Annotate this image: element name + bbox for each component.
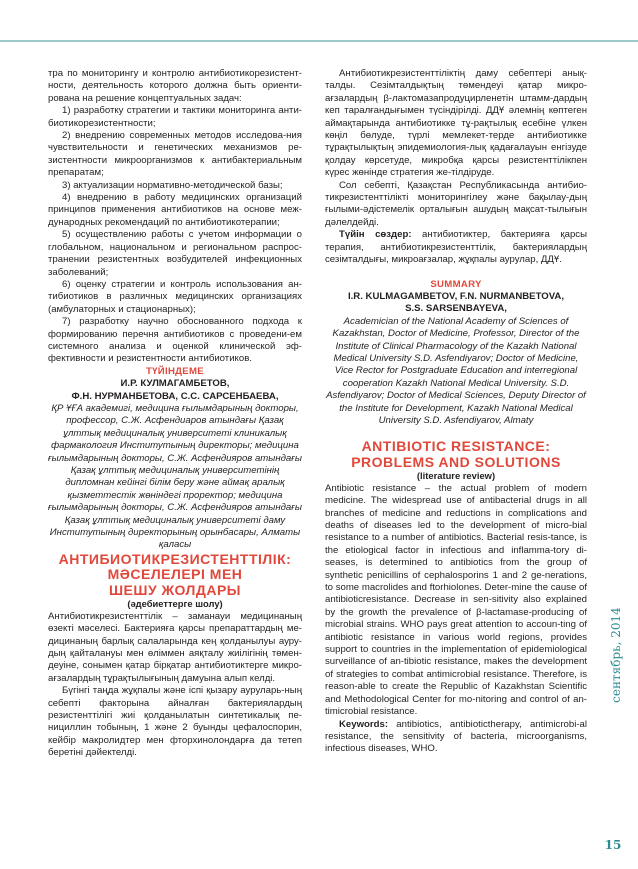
intro-paragraph: тра по мониторингу и контролю антибиотикорезистент-ности, деятельность которого должна быть ориенти-рована на решение концептуальных задач: [48,68,302,104]
task-item: 1) разработку стратегии и тактики мониторинга анти-биотикорезистентности; [48,105,302,129]
kz-title [48,552,302,599]
kz-title-line-1: АНТИБИОТИКРЕЗИСТЕНТТІЛІК: [58,550,292,567]
kz-authors-line-2: Ф.Н. НУРМАНБЕТОВА, С.С. САРСЕНБАЕВА, [71,390,279,402]
kz-authors-line-1: И.Р. КУЛМАГАМБЕТОВ, [120,378,230,390]
task-item: 4) внедрению в работу медицинских организаций принципов применения антибиотиков на основе меж-дународных рекомендаций по антибиотикотерапии; [48,192,302,228]
en-keywords-text: antibiotics, antibiotictherapy, antimicrobi-al resistance, the sensitivity of bacteria, microorganisms, infectious diseases, WHO. [325,718,587,755]
en-authors-line-1: I.R. KULMAGAMBETOV, F.N. NURMANBETOVA, [347,290,565,302]
en-title [325,439,587,470]
kz-body-paragraph: Антибиотикрезистенттіліктің даму себептері анық-талды. Сезімталдықтың төмендеуі қатар микро-ағзалардың β-лактомазапродуцирленетін штамм-дардың кеп таралғандығымен түсіндірілді. ДДҰ әлемнің көптеген аймақтарында антибиотикке тұ-рақтылық есебіне үлкен көңіл бөлуде, түрлі мемлекет-терде антибиотикке тұрақтылықтың эпидемиология-лық қадағалауын енгізуде қолдау көрсетуде, микробқа қарсы резистенттілікпен күрес жөнінде стратегия же-тілдіруде. [325,68,587,179]
header-rule [0,40,638,42]
kz-body-paragraph: Сол себепті, Қазақстан Республикасында антибио-тикрезистенттілікті мониторингілеу және бақылау-дың ғылыми-әдістемелік орталығын ашудың мақсат-тылығын дәлелдейді. [325,179,587,228]
issue-date: сентябрь, 2014 [609,607,623,703]
en-body-paragraph: Antibiotic resistance – the actual problem of modern medicine. The widespread use of antibacterial drugs in all branches of medicine and reductions in complications and deaths of diseases led to the development of micro-bial resistance to a number of antibiotics. Bacterial resis-tance, is the etiological factor in infectious and inflamma-tory di-seases, is determined to antibiotics from the group of synthetic penicillins of cephalosporins 1 and 2 ge-nerations, to some macrolides and ftorhiolones. Deter-mine the cause of antibioticresistance. Decrease in sen-sitivity also explained by the growth the prevalence of β-lactamase-producing of microbial strains. WHO pays great attention to accoun-ting of antibiotic resistance in various world regions, provides support to countries in the implementation of epidemiological surveillance of an-tibiotic resistance, makes the development of strategies to combat antimicrobial resistance. Therefore, is reason-able to create the Republic of Kazakhstan Scientific and Methodological Center for mo-nitoring and control of an-timicrobial resistance. [325,482,587,718]
en-summary-heading: SUMMARY [430,278,482,290]
task-item: 5) осуществлению работы с учетом информации о глобальном, национальном и региональном распрос-транении резистентных возбудителей инфекционных заболеваний; [48,229,302,278]
task-item: 3) актуализации нормативно-методической базы; [62,179,283,191]
en-title-line-1: ANTIBIOTIC RESISTANCE: [361,438,551,455]
kz-subtitle: (әдебиеттерге шолу) [127,598,223,610]
task-item: 7) разработку научно обоснованного подхода к формированию перечня антибиотиков с проведени-ем системного анализа и оценкой клинической эф-фективности и резистентности антибиотиков. [48,316,302,365]
left-column [48,68,302,760]
kz-title-line-3: ШЕШУ ЖОЛДАРЫ [108,581,242,598]
en-keywords [325,719,587,756]
task-item: 6) оценку стратегии и контроль использования ан-тибиотиков в различных медицинских организациях (амбулаторных и стационарных); [48,278,302,315]
kz-affiliation: ҚР ҰҒА академигі, медицина ғылымдарының докторы, профессор, С.Ж. Асфендиаров атындағы Қазақ ұлттық медициналық университеті клиникалық фармакология Институтының директоры; медицина ғылымдарының докторы, С.Ж. Асфендияров атындағы Қазақ ұлттық медициналық университетінің дипломнан кейінгі білім беру және аймақ аралық қызметтестік жөніндегі проректор; медицина ғылымдарының докторы, С.Ж. Асфендияров атындағы Қазақ ұлттық медициналық университеті даму Институтының директорының орынбасары, Алматы қаласы [48,402,302,551]
kz-title-line-2: МӘСЕЛЕЛЕРІ МЕН [107,566,243,583]
issue-date-tab [601,585,631,725]
kz-body-paragraph: Антибиотикрезистенттілік – заманауи медицинаның өзекті мәселесі. Бактерияға қарсы препараттардың ме-дицинаның барлық салаларында кең қолданылуы ауру-дың қайталануы мен өліммен аяқталу жиілігінің төмен-деуіне, сонымен қатар бірқатар антибиотиктерге микро-ағзалардың тұрақтылығының дамуына алып келді. [48,610,302,684]
kz-body-paragraph: Бүгінгі таңда жұқпалы және іспі қызару ауруларь-ның себепті факторына айналған бактериялардың резистенттілігі жиі қолданылатын синтетикалық пе-нициллин тобының, 1 және 2 буынды цефалоспорин, кейбір макролидтер мен фторхинолондарға да тетеп беретіні дәйектелді. [48,685,302,759]
kz-summary-heading: ТҮЙІНДЕМЕ [145,365,204,377]
en-subtitle: (literature review) [416,470,496,482]
kz-keywords [325,229,587,266]
en-title-line-2: PROBLEMS AND SOLUTIONS [351,453,561,470]
kz-keywords-label: Түйін сөздер: [339,229,412,241]
kz-keywords-text: антибиотиктер, бактерияға қарсы терапия, антибиотикрезистенттілік, бактериялардың сезімталдығы, микроағзалар, жұқпалы аурулар, ДДҰ. [325,229,587,266]
page-number: 15 [604,838,622,852]
en-keywords-label: Keywords: [339,718,389,730]
right-column [325,68,587,756]
en-affiliation: Academician of the National Academy of Sciences of Kazakhstan, Doctor of Medicine, Professor, Director of the Institute of Clinical Pharmacology of the Kazakh National Medical University S.D. Asfendiyarov; Doctor of Medicine, Vice Rector for Postgraduate Education and interregional cooperation Kazakh National Medical University. S.D. Asfendiyarov; Doctor of Medical Sciences, Deputy Director of the Institute for Development, Kazakh National Medical University S.D. Asfendiyarov, Almaty [326,315,586,426]
task-item: 2) внедрению современных методов исследова-ния чувствительности и генетических механизмов ре-зистентности микроорганизмов к антибактериальным препаратам; [48,130,302,179]
en-authors-line-2: S.S. SARSENBAYEVA, [405,303,507,315]
